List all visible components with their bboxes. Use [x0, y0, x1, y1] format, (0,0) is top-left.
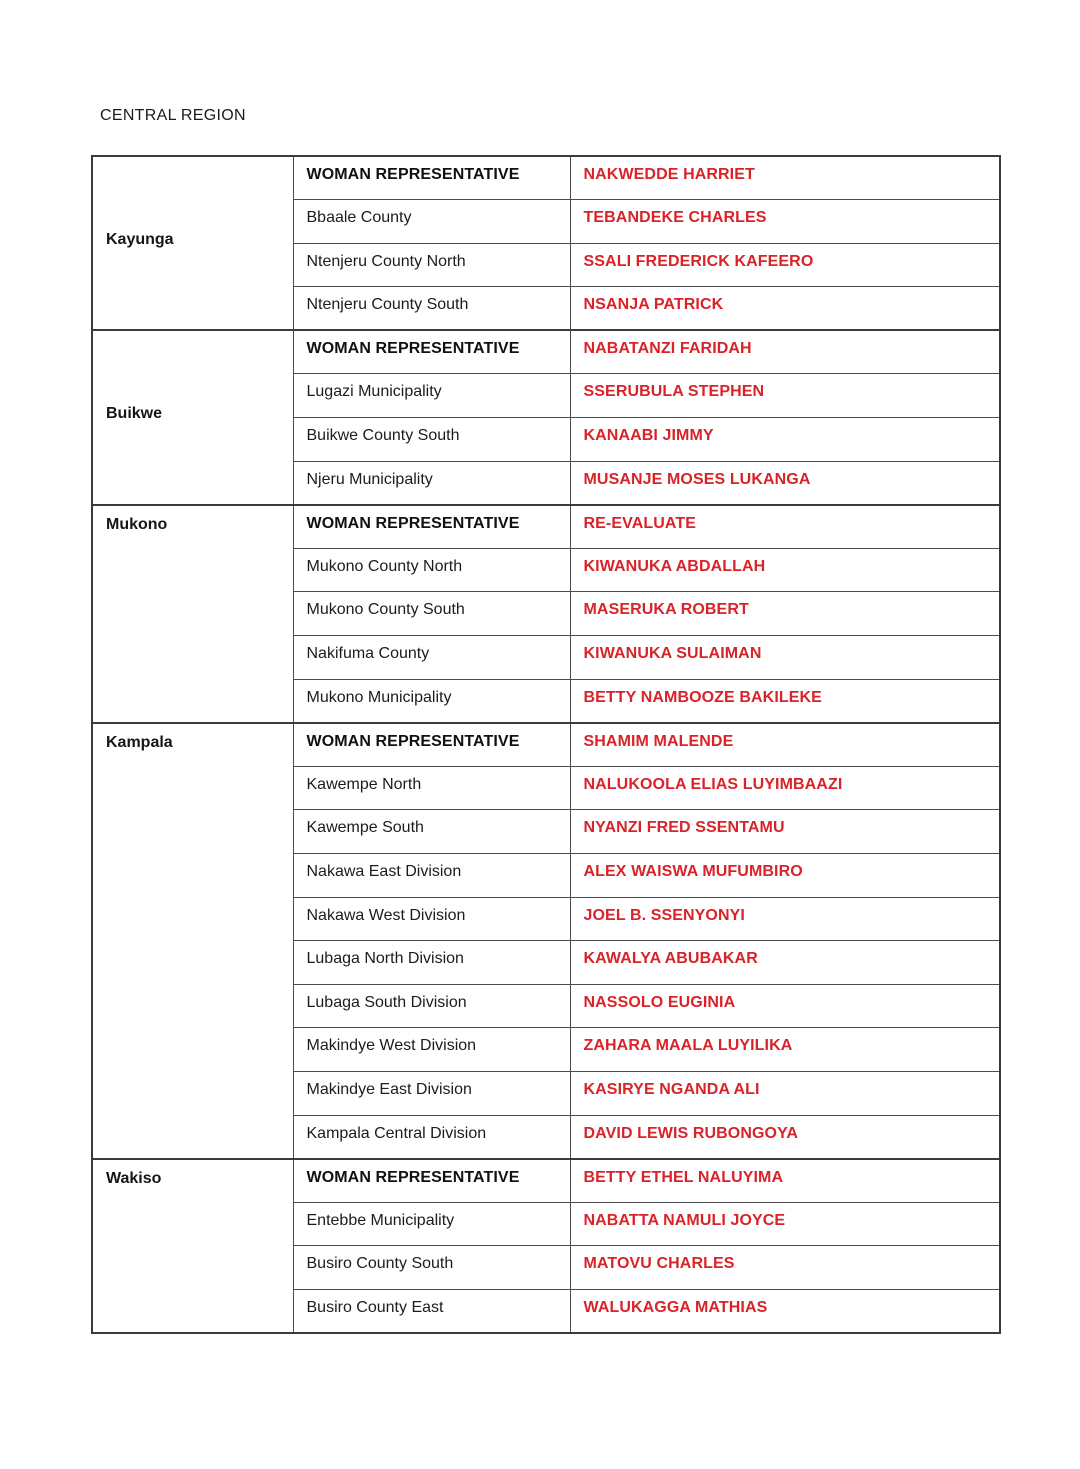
candidate-cell: KIWANUKA ABDALLAH: [570, 548, 1000, 592]
candidate-cell: MUSANJE MOSES LUKANGA: [570, 461, 1000, 505]
candidate-cell: MASERUKA ROBERT: [570, 592, 1000, 636]
candidate-cell: KANAABI JIMMY: [570, 418, 1000, 462]
candidate-cell: NALUKOOLA ELIAS LUYIMBAAZI: [570, 766, 1000, 810]
candidate-cell: NYANZI FRED SSENTAMU: [570, 810, 1000, 854]
candidate-cell: DAVID LEWIS RUBONGOYA: [570, 1115, 1000, 1159]
region-table-wrap: [91, 155, 1001, 1334]
candidate-cell: BETTY NAMBOOZE BAKILEKE: [570, 679, 1000, 723]
constituency-cell: Lubaga North Division: [293, 941, 570, 985]
candidate-cell: TEBANDEKE CHARLES: [570, 200, 1000, 244]
constituency-cell: Lubaga South Division: [293, 984, 570, 1028]
constituency-cell: Busiro County South: [293, 1246, 570, 1290]
candidate-cell: BETTY ETHEL NALUYIMA: [570, 1159, 1000, 1203]
district-cell-buikwe: Buikwe: [92, 330, 293, 504]
candidate-cell: ZAHARA MAALA LUYILIKA: [570, 1028, 1000, 1072]
district-cell-kayunga: Kayunga: [92, 156, 293, 330]
region-table: [91, 155, 1001, 1334]
constituency-cell: Mukono County South: [293, 592, 570, 636]
table-row: [92, 723, 1000, 767]
constituency-cell: Lugazi Municipality: [293, 374, 570, 418]
constituency-cell: Nakifuma County: [293, 636, 570, 680]
table-row: [92, 505, 1000, 549]
constituency-cell: Mukono Municipality: [293, 679, 570, 723]
constituency-cell: Makindye West Division: [293, 1028, 570, 1072]
constituency-cell: Kawempe South: [293, 810, 570, 854]
office-header-cell: WOMAN REPRESENTATIVE: [293, 330, 570, 374]
candidate-cell: SSALI FREDERICK KAFEERO: [570, 243, 1000, 287]
district-cell-wakiso: Wakiso: [92, 1159, 293, 1333]
page-title: CENTRAL REGION: [100, 107, 246, 124]
district-cell-kampala: Kampala: [92, 723, 293, 1159]
candidate-cell: NAKWEDDE HARRIET: [570, 156, 1000, 200]
candidate-cell: NASSOLO EUGINIA: [570, 984, 1000, 1028]
constituency-cell: Kampala Central Division: [293, 1115, 570, 1159]
district-cell-mukono: Mukono: [92, 505, 293, 723]
candidate-cell: NSANJA PATRICK: [570, 287, 1000, 331]
table-row: [92, 330, 1000, 374]
candidate-cell: ALEX WAISWA MUFUMBIRO: [570, 854, 1000, 898]
candidate-cell: NABATANZI FARIDAH: [570, 330, 1000, 374]
constituency-cell: Mukono County North: [293, 548, 570, 592]
constituency-cell: Bbaale County: [293, 200, 570, 244]
candidate-cell: KASIRYE NGANDA ALI: [570, 1071, 1000, 1115]
table-row: [92, 1159, 1000, 1203]
candidate-cell: RE-EVALUATE: [570, 505, 1000, 549]
table-row: [92, 156, 1000, 200]
constituency-cell: Ntenjeru County South: [293, 287, 570, 331]
candidate-cell: KAWALYA ABUBAKAR: [570, 941, 1000, 985]
candidate-cell: JOEL B. SSENYONYI: [570, 897, 1000, 941]
candidate-cell: MATOVU CHARLES: [570, 1246, 1000, 1290]
constituency-cell: Entebbe Municipality: [293, 1202, 570, 1246]
candidate-cell: SHAMIM MALENDE: [570, 723, 1000, 767]
constituency-cell: Ntenjeru County North: [293, 243, 570, 287]
office-header-cell: WOMAN REPRESENTATIVE: [293, 723, 570, 767]
constituency-cell: Nakawa East Division: [293, 854, 570, 898]
constituency-cell: Busiro County East: [293, 1289, 570, 1333]
candidate-cell: NABATTA NAMULI JOYCE: [570, 1202, 1000, 1246]
candidate-cell: WALUKAGGA MATHIAS: [570, 1289, 1000, 1333]
candidate-cell: SSERUBULA STEPHEN: [570, 374, 1000, 418]
constituency-cell: Buikwe County South: [293, 418, 570, 462]
office-header-cell: WOMAN REPRESENTATIVE: [293, 156, 570, 200]
office-header-cell: WOMAN REPRESENTATIVE: [293, 1159, 570, 1203]
constituency-cell: Makindye East Division: [293, 1071, 570, 1115]
constituency-cell: Njeru Municipality: [293, 461, 570, 505]
constituency-cell: Kawempe North: [293, 766, 570, 810]
constituency-cell: Nakawa West Division: [293, 897, 570, 941]
region-table-body: [92, 156, 1000, 1333]
office-header-cell: WOMAN REPRESENTATIVE: [293, 505, 570, 549]
candidate-cell: KIWANUKA SULAIMAN: [570, 636, 1000, 680]
